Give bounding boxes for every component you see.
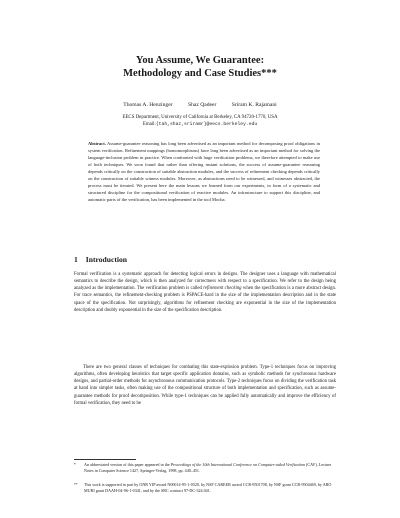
footnote-2-text: This work is supported in part by ONR YIP award N00014-95-1-0520, by NSF CAREER award CCR-9501708, by NSF grant CCR-9504469, by ARO MURI grant DAAH-04-96-1-0341, and by the SRC contract 97-DC-324.041. (84, 482, 332, 494)
paragraph-2-text: There are two general classes of techniques for combating this state-explosion problem. Type-1 techniques focus on improving algorithms, often developing heuristics that target specific application domains, such as symbolic methods for synchronous hardware designs, and partial-order methods for asynchronous communication protocols. Type-2 techniques focus on dividing the verification task at hand into simpler tasks, often making use of the compositional structure of both implementation and specification, such as assume-guarantee methods for proof decomposition. While type-1 techniques can be applied fully automatically and improve the efficiency of formal verification, they need to be (74, 365, 336, 406)
footnote-2-mark: ** (74, 483, 78, 487)
author-list (60, 102, 340, 109)
footnote-1 (74, 462, 336, 475)
paragraph-2 (74, 364, 336, 407)
footnote-1-emphasis: Proceedings of the 10th International Conference on Computer-aided Verification (170, 462, 305, 467)
email-prefix: Email: (142, 122, 156, 127)
section-title: Introduction (85, 255, 128, 264)
paragraph-1-emphasis: refinement checking (203, 286, 242, 292)
email-address: {tah,shaz,sriramr}@eecs.berkeley.edu (155, 122, 258, 127)
footnote-1-mark: * (74, 463, 76, 467)
footnote-rule (74, 459, 136, 460)
paragraph-1-text-b: when the specification is a more abstract design. For trace semantics, the refinement-checking problem is PSPACE-hard in the size of the implementation description and in the state space of the specification. Not surprisingly, algorithms for refinement checking are exponential in the size of the implementation description and doubly exponential in the size of the specification description. (74, 286, 337, 313)
section-number: 1 (74, 255, 78, 264)
abstract-text: Assume-guarantee reasoning has long been advertised as an important method for decomposing proof obligations in system verification. Refinement mappings (homomorphisms) have long been advertised as an important method for solving the language-inclusion problem in practice. When confronted with large verification problems, we therefore attempted to make use of both techniques. We soon found that rather than offering instant solutions, the success of assume-guarantee reasoning depends critically on the construction of suitable abstraction modules, and the success of refinement checking depends critically on the construction of suitable witness modules. Moreover, as abstractions need to be witnessed, and witnesses abstracted, the process must be iterated. We present here the main lessons we learned from our experiments, in form of a systematic and structured discipline for the compositional verification of reactive modules. An infrastructure to support this discipline, and automatic parts of the verification, has been implemented in the tool Mocha. (88, 141, 320, 202)
author-name: Sriram K. Rajamani (231, 102, 277, 108)
paragraph-1-text-a: Formal verification is a systematic approach for detecting logical errors in designs. The designer uses a language with mathematical semantics to describe the design, which is then analyzed for correctness with respect to a specification. We refer to the design being analyzed as the implementation. The verification problem is called (74, 272, 336, 292)
abstract (88, 141, 320, 204)
author-name: Thomas A. Henzinger (123, 102, 173, 108)
author-name: Shaz Qadeer (187, 102, 217, 108)
footnote-1-text-b: (CAV), Lecture Notes in Computer Science 1427, Springer-Verlag, 1998, pp. 440–451. (84, 462, 332, 474)
paragraph-1 (74, 271, 336, 314)
affiliation: EECS Department, University of California at Berkeley, CA 94720-1770, USA (122, 115, 278, 120)
paper-title-line-1: You Assume, We Guarantee: (135, 55, 265, 66)
section-heading (74, 255, 127, 264)
paper-title-line-2: Methodology and Case Studies*** (123, 68, 277, 79)
footnote-2 (74, 482, 336, 495)
footnote-1-text-a: An abbreviated version of this paper appeared in the (84, 462, 171, 467)
abstract-label: Abstract. (88, 141, 106, 146)
email-line (50, 121, 350, 128)
